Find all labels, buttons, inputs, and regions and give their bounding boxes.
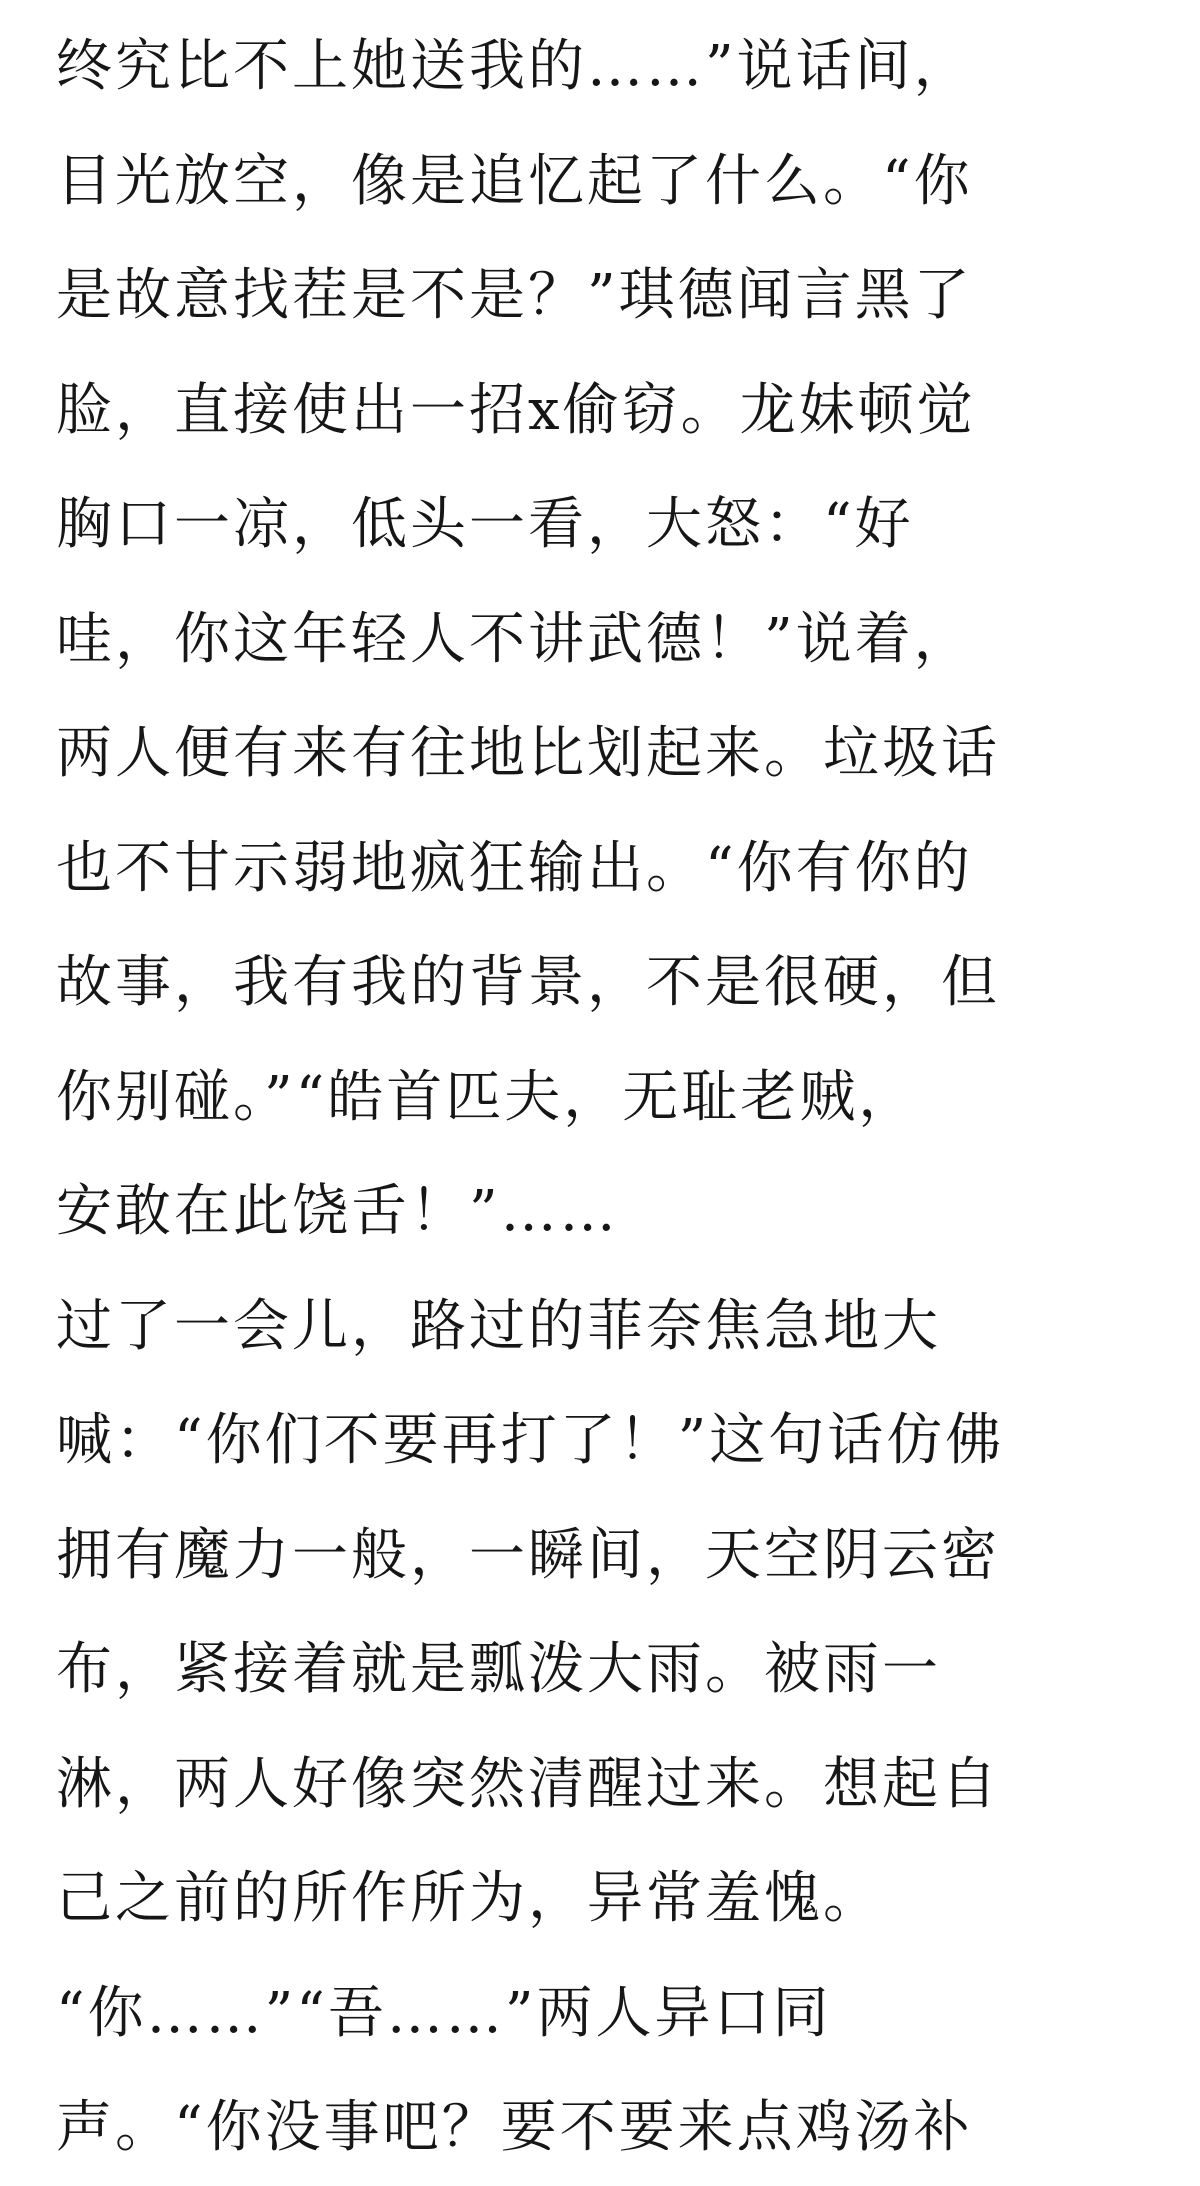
text-line: 胸口一凉，低头一看，大怒：“好 <box>56 492 914 557</box>
text-line: 脸，直接使出一招x偷窃。龙妹顿觉 <box>56 377 976 443</box>
text-line: 哇，你这年轻人不讲武德！”说着， <box>56 606 973 672</box>
text-line: 也不甘示弱地疯狂输出。“你有你的 <box>56 835 973 901</box>
text-line: 布，紧接着就是瓢泼大雨。被雨一 <box>56 1637 941 1702</box>
text-line: 故事，我有我的背景，不是很硬，但 <box>56 950 1000 1015</box>
text-line: 淋，两人好像突然清醒过来。想起自 <box>56 1751 1000 1817</box>
handwritten-text-block <box>56 10 1156 2186</box>
text-line: 喊：“你们不要再打了！”这句话仿佛 <box>56 1408 1005 1473</box>
text-line: 声。“你没事吧？要不要来点鸡汤补 <box>56 2095 973 2160</box>
text-line: 安敢在此饶舌！”…… <box>56 1179 619 1244</box>
text-line: 终究比不上她送我的……”说话间， <box>56 34 973 99</box>
text-line: 拥有魔力一般，一瞬间，天空阴云密 <box>56 1522 1000 1588</box>
text-line: 你别碰。”“皓首匹夫，无耻老贼， <box>56 1064 918 1130</box>
text-line: 两人便有来有往地比划起来。垃圾话 <box>56 721 1000 786</box>
text-line: 过了一会儿，路过的菲奈焦急地大 <box>56 1293 941 1359</box>
text-line: 是故意找茬是不是？”琪德闻言黑了 <box>56 263 973 328</box>
text-line: 己之前的所作所为，异常羞愧。 <box>56 1866 882 1931</box>
text-line: 目光放空，像是追忆起了什么。“你 <box>56 148 973 214</box>
text-line: “你……”“吾……”两人异口同 <box>56 1980 832 2046</box>
